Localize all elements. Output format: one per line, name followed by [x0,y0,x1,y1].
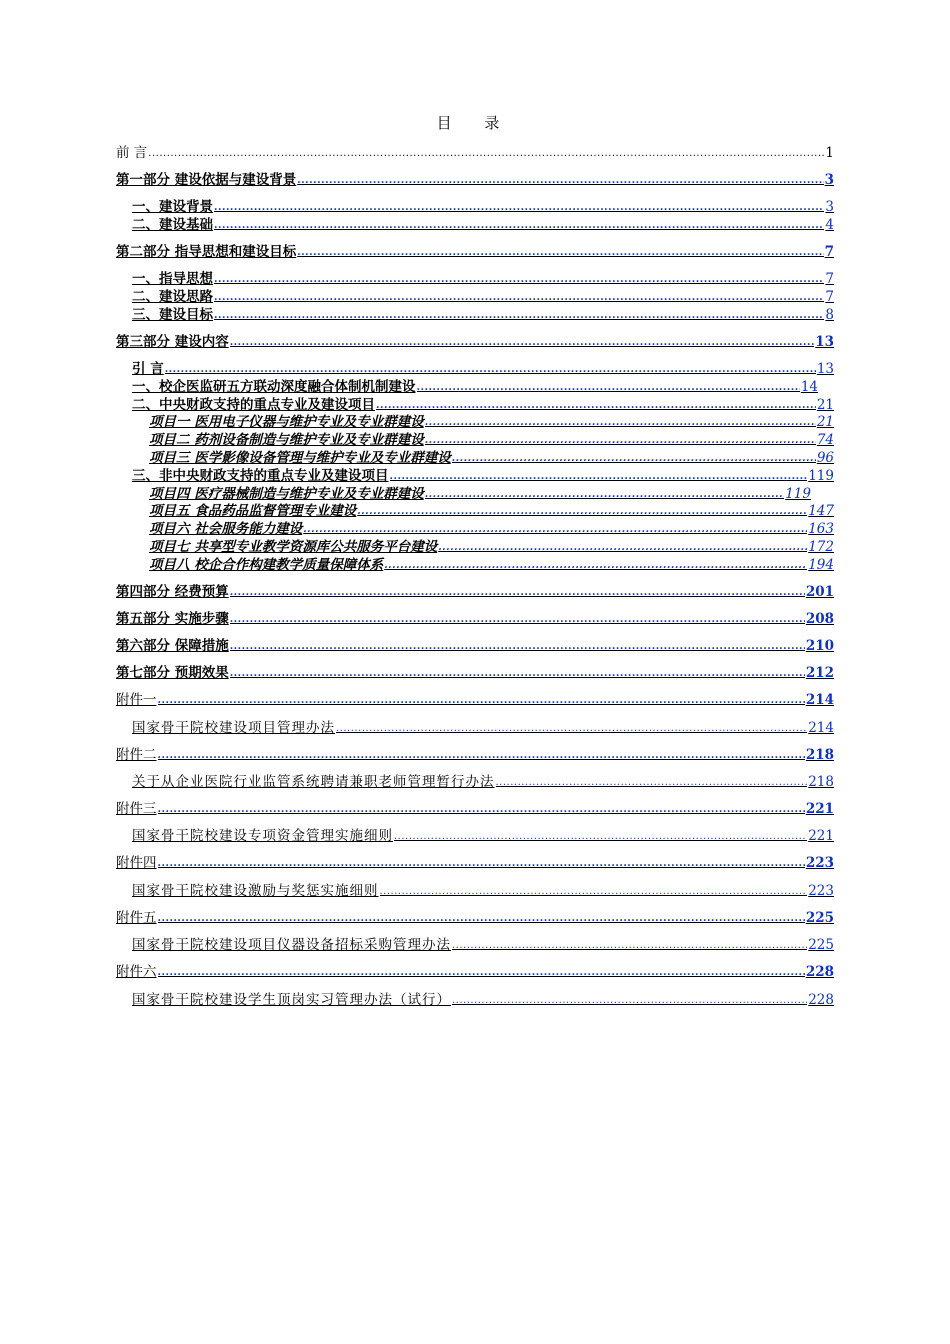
toc-page-number: 96 [816,450,834,466]
toc-page-number: 119 [785,486,811,502]
toc-entry[interactable] [116,143,834,161]
toc-entry-label: 引 言 [132,361,164,377]
toc-entry[interactable] [116,332,834,350]
toc-entry-label: 项目一 医用电子仪器与维护专业及专业群建设 [149,414,424,430]
toc-page-number: 7 [825,271,834,287]
toc-page-number: 223 [805,855,834,871]
dot-leader [158,966,805,980]
toc-entry-label: 国家骨干院校建设项目仪器设备招标采购管理办法 [132,937,451,953]
toc-entry[interactable] [132,269,834,287]
toc-page-number: 214 [808,720,834,736]
toc-page-number: 228 [805,964,834,980]
dot-leader [230,667,805,681]
toc-entry[interactable] [132,935,834,953]
dot-leader [230,640,805,654]
toc-entry[interactable] [116,663,834,681]
toc-page-number: 223 [808,883,834,899]
dot-leader [376,399,816,413]
toc-page-number: 201 [805,584,834,600]
toc-page-number: 225 [808,937,834,953]
dot-leader [336,722,807,736]
toc-page-number: 228 [808,992,834,1008]
toc-entry[interactable] [149,537,834,555]
dot-leader [452,994,807,1008]
toc-entry[interactable] [132,359,834,377]
toc-entry-label: 关于从企业医院行业监管系统聘请兼职老师管理暂行办法 [132,774,495,790]
toc-page-number: 4 [825,217,834,233]
toc-page-number: 13 [816,361,834,377]
toc-entry-label: 第六部分 保障措施 [116,638,229,654]
dot-leader [357,505,807,519]
dot-leader [384,559,807,573]
toc-entry[interactable] [132,395,834,413]
toc-entry-label: 一、建设背景 [132,199,213,215]
dot-leader [214,273,824,287]
dot-leader [165,363,816,377]
dot-leader [380,885,808,899]
dot-leader [214,219,824,233]
dot-leader [425,488,785,502]
dot-leader [297,246,823,260]
toc-entry-label: 项目三 医学影像设备管理与维护专业及专业群建设 [149,450,451,466]
toc-entry-label: 项目五 食品药品监督管理专业建设 [149,503,357,519]
dot-leader [158,694,805,708]
toc-entry-label: 第七部分 预期效果 [116,665,229,681]
toc-entry-label: 项目四 医疗器械制造与维护专业及专业群建设 [149,486,424,502]
dot-leader [158,857,805,871]
toc-page-number: 208 [805,611,834,627]
toc-page-number: 8 [825,307,834,323]
toc-entry[interactable] [149,448,834,466]
toc-entry-label: 国家骨干院校建设专项资金管理实施细则 [132,828,393,844]
toc-page-number: 194 [808,557,834,573]
dot-leader [425,434,816,448]
toc-page-number: 13 [815,334,834,350]
toc-entry[interactable] [116,962,834,980]
toc-page-number: 225 [805,910,834,926]
toc-entry[interactable] [132,377,818,395]
dot-leader [438,541,807,555]
toc-entry[interactable] [116,908,834,926]
toc-entry[interactable] [116,582,834,600]
toc-entry-label: 附件二 [116,747,157,763]
toc-entry[interactable] [149,430,834,448]
toc-entry-label: 第五部分 实施步骤 [116,611,229,627]
toc-entry[interactable] [149,412,834,430]
toc-entry[interactable] [149,484,811,502]
toc-page-number: 221 [805,801,834,817]
dot-leader [214,291,824,305]
toc-entry[interactable] [116,170,834,188]
toc-entry[interactable] [149,519,834,537]
toc-entry[interactable] [116,745,834,763]
toc-entry[interactable] [116,242,834,260]
dot-leader [425,416,816,430]
dot-leader [230,586,805,600]
dot-leader [158,803,805,817]
toc-entry-label: 附件五 [116,910,157,926]
toc-page-number: 7 [825,289,834,305]
toc-entry-label: 三、非中央财政支持的重点专业及建设项目 [132,468,389,484]
dot-leader [297,174,823,188]
dot-leader [158,749,805,763]
dot-leader [394,830,807,844]
toc-entry-label: 项目八 校企合作构建教学质量保障体系 [149,557,384,573]
toc-page-number: 147 [808,503,834,519]
toc-entry-label: 项目二 药剂设备制造与维护专业及专业群建设 [149,432,424,448]
toc-page-number: 21 [816,397,834,413]
toc-entry-label: 二、建设思路 [132,289,213,305]
toc-page-number: 3 [825,199,834,215]
toc-page-number: 221 [808,828,834,844]
toc-entry[interactable] [116,690,834,708]
toc-page-number: 163 [808,521,834,537]
toc-entry-label: 项目七 共享型专业教学资源库公共服务平台建设 [149,539,438,555]
toc-page-number: 218 [805,747,834,763]
toc-entry-label: 第三部分 建设内容 [116,334,229,350]
toc-entry-label: 附件四 [116,855,157,871]
toc-entry-label: 第二部分 指导思想和建设目标 [116,244,297,260]
toc-entry-label: 国家骨干院校建设激励与奖惩实施细则 [132,883,379,899]
toc-entry-label: 一、校企医监研五方联动深度融合体制机制建设 [132,379,416,395]
toc-page-number: 74 [816,432,834,448]
toc-entry-label: 附件一 [116,692,157,708]
toc-entry[interactable] [132,881,834,899]
toc-entry-label: 二、建设基础 [132,217,213,233]
dot-leader [230,336,815,350]
toc-page-number: 3 [824,172,834,188]
toc-entry-label: 国家骨干院校建设学生顶岗实习管理办法（试行） [132,992,451,1008]
dot-leader [303,523,807,537]
toc-entry[interactable] [132,215,834,233]
toc-entry[interactable] [132,990,834,1008]
toc-entry-label: 一、指导思想 [132,271,213,287]
toc-page-number: 21 [816,414,834,430]
dot-leader [417,381,800,395]
toc-entry-label: 二、中央财政支持的重点专业及建设项目 [132,397,375,413]
dot-leader [148,147,824,161]
toc-entry[interactable] [149,501,834,519]
toc-entry-label: 三、建设目标 [132,307,213,323]
dot-leader [158,912,805,926]
toc-page-number: 212 [805,665,834,681]
toc-entry[interactable] [116,636,834,654]
toc-entry-label: 第一部分 建设依据与建设背景 [116,172,297,188]
dot-leader [214,309,824,323]
toc-entry-label: 项目六 社会服务能力建设 [149,521,303,537]
dot-leader [230,613,805,627]
toc-page-number: 14 [800,379,818,395]
toc-entry[interactable] [116,799,834,817]
toc-entry[interactable] [132,197,834,215]
toc-entry[interactable] [149,555,834,573]
dot-leader [496,776,808,790]
toc-entry[interactable] [116,609,834,627]
toc-page-number: 1 [825,145,834,161]
dot-leader [452,452,816,466]
toc-entry[interactable] [132,826,834,844]
toc-entry[interactable] [132,305,834,323]
toc-entry[interactable] [116,853,834,871]
toc-entry-label: 前 言 [116,145,148,161]
toc-page-number: 218 [808,774,834,790]
toc-entry[interactable] [132,772,834,790]
toc-entry-label: 第四部分 经费预算 [116,584,229,600]
dot-leader [214,201,824,215]
toc-page-number: 214 [805,692,834,708]
dot-leader [452,939,807,953]
toc-page-number: 172 [808,539,834,555]
toc-entry-label: 国家骨干院校建设项目管理办法 [132,720,335,736]
toc-page-number: 210 [805,638,834,654]
toc-page-number: 7 [824,244,834,260]
toc-title: 目 录 [436,114,514,132]
toc-entry-label: 附件六 [116,964,157,980]
toc-page-number: 119 [808,468,834,484]
toc-entry[interactable] [132,718,834,736]
toc-entry[interactable] [132,287,834,305]
toc-entry-label: 附件三 [116,801,157,817]
dot-leader [390,470,808,484]
toc-entry[interactable] [132,466,834,484]
